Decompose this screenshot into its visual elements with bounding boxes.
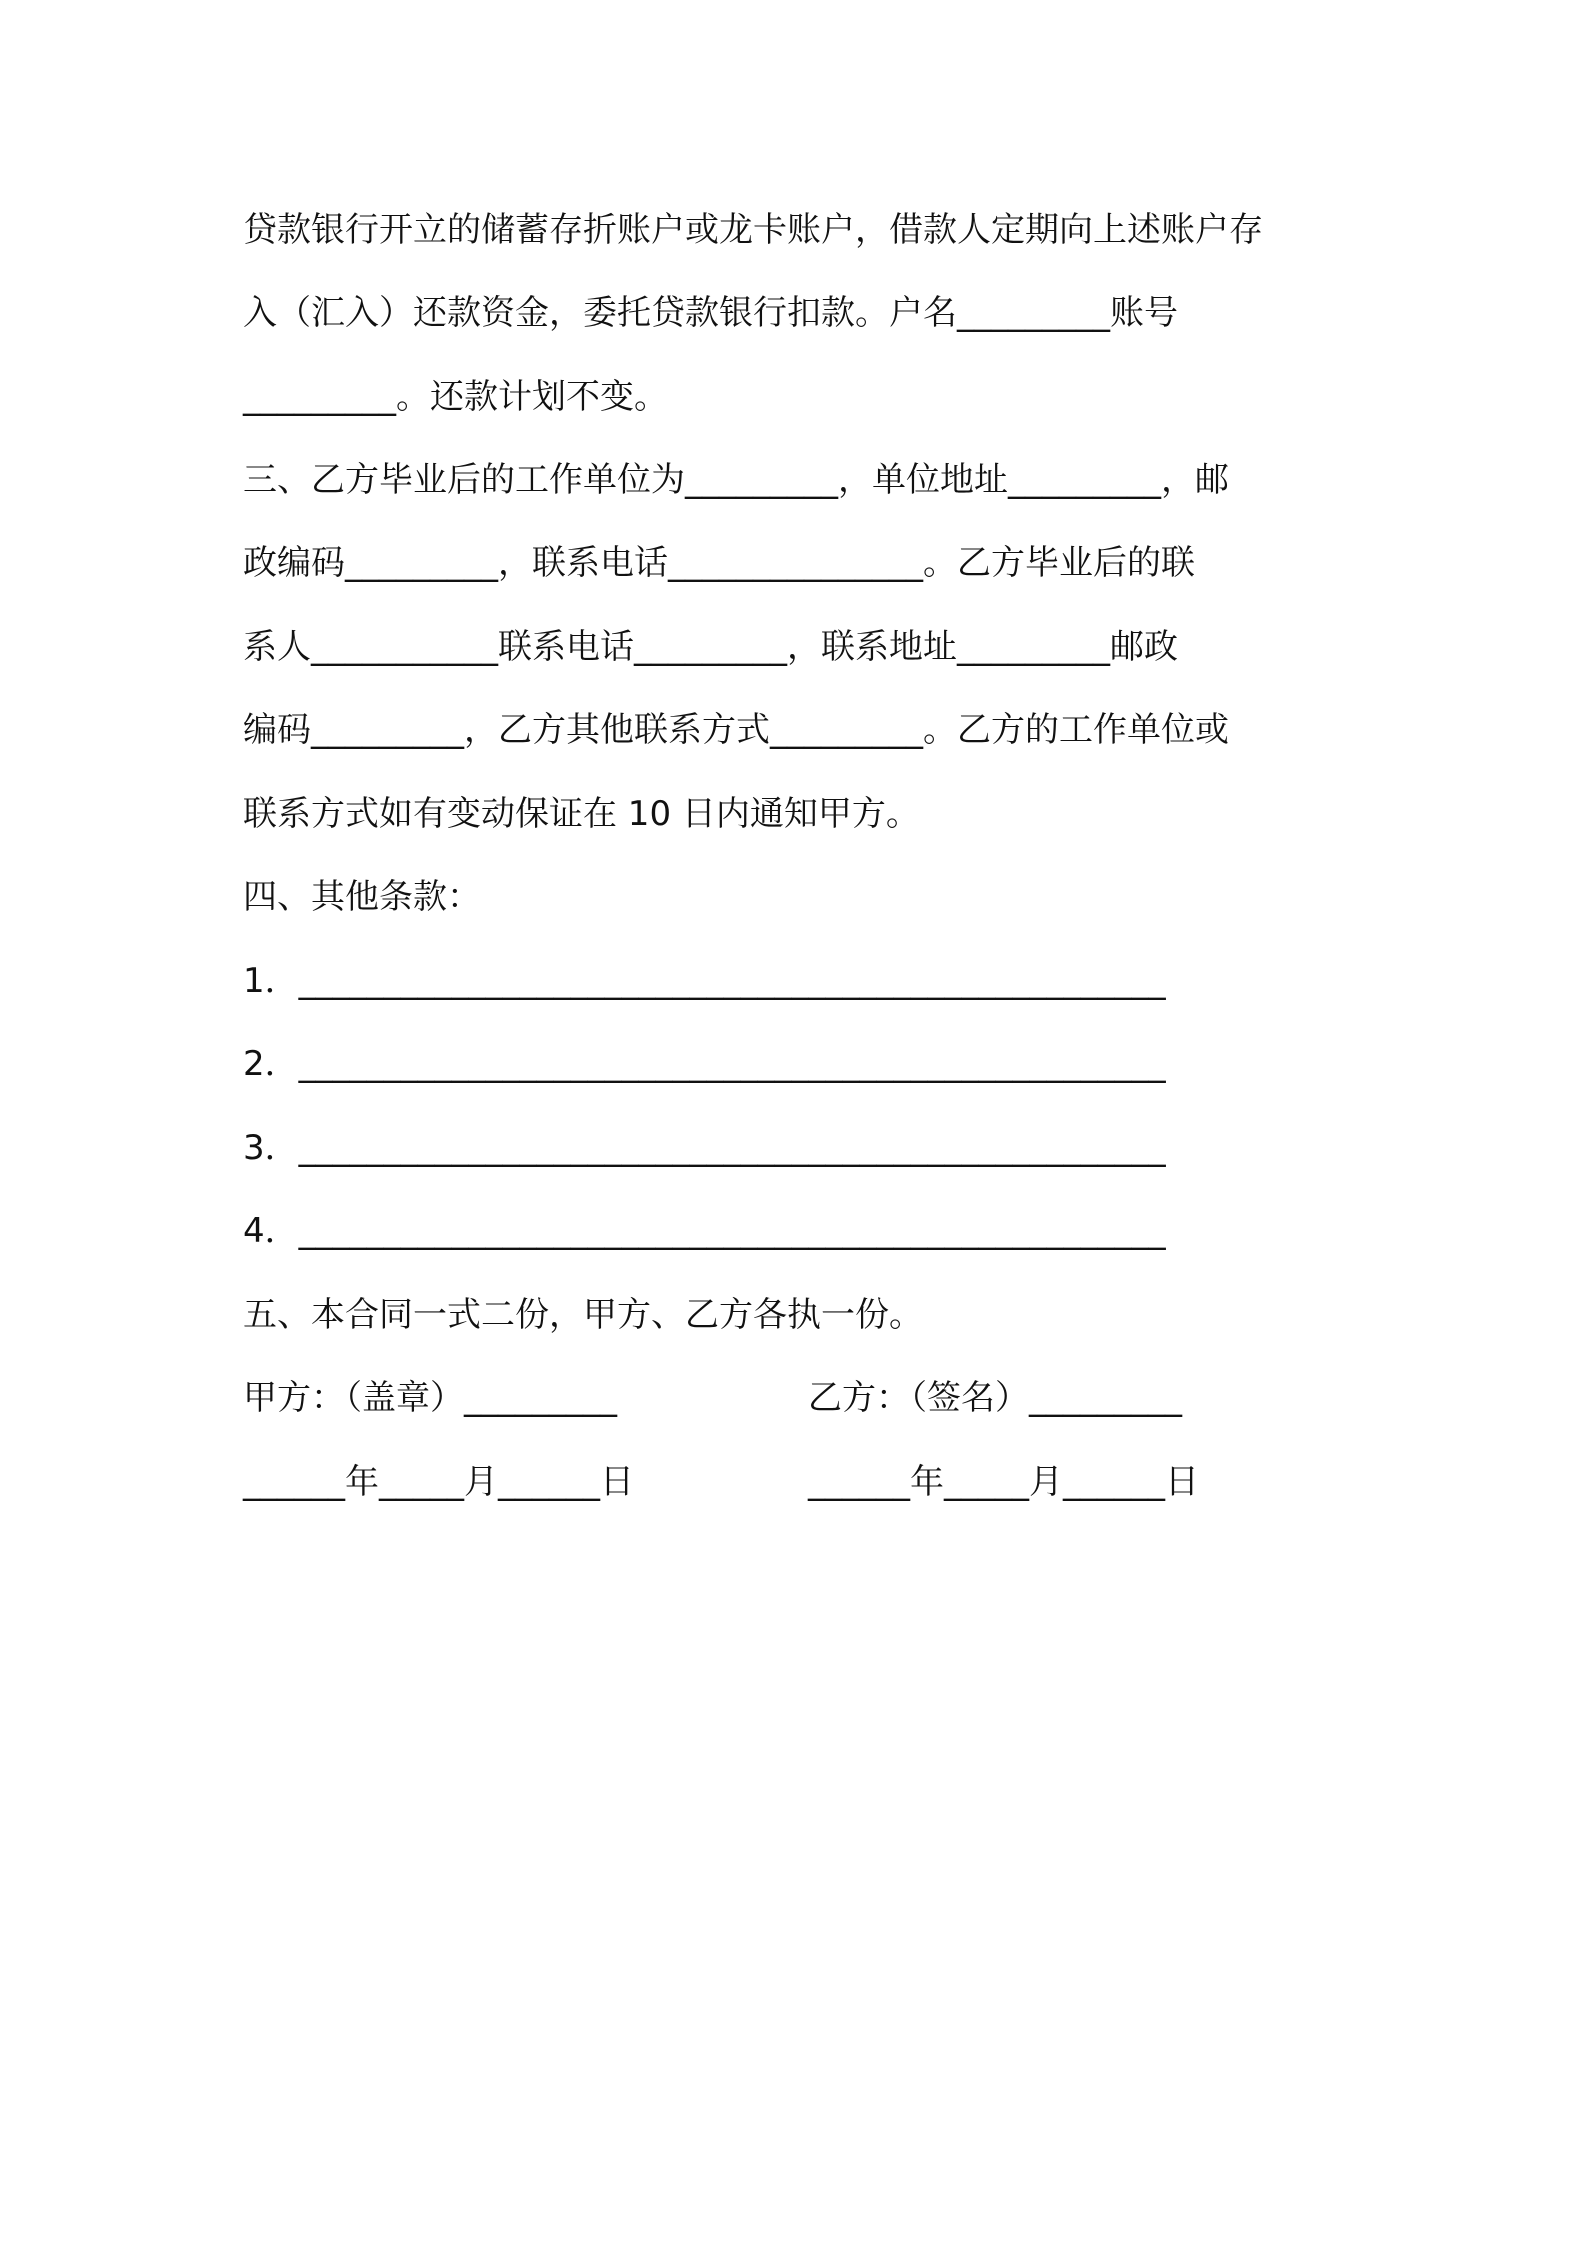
section-three-line-4: 编码_________，乙方其他联系方式_________。乙方的工作单位或 — [243, 710, 1229, 750]
party-a-seal-line: 甲方：（盖章）_________ — [243, 1378, 617, 1418]
clause-3-blank: 3．___________________________________________________ — [243, 1128, 1166, 1168]
party-a-date-line: ______年_____月______日 — [243, 1462, 634, 1502]
paragraph-line-3: _________。还款计划不变。 — [243, 377, 668, 417]
section-five-text: 五、本合同一式二份，甲方、乙方各执一份。 — [243, 1295, 923, 1335]
clause-1-blank: 1．___________________________________________________ — [243, 961, 1166, 1001]
section-three-line-1: 三、乙方毕业后的工作单位为_________，单位地址_________，邮 — [243, 460, 1229, 500]
clause-2-blank: 2．___________________________________________________ — [243, 1044, 1166, 1084]
section-three-line-2: 政编码_________，联系电话_______________。乙方毕业后的联 — [243, 543, 1195, 583]
paragraph-line-2: 入（汇入）还款资金，委托贷款银行扣款。户名_________账号 — [243, 293, 1178, 333]
clause-4-blank: 4．___________________________________________________ — [243, 1211, 1166, 1251]
section-four-heading: 四、其他条款： — [243, 877, 481, 917]
paragraph-line-1: 贷款银行开立的储蓄存折账户或龙卡账户，借款人定期向上述账户存 — [243, 210, 1263, 250]
section-three-line-3: 系人___________联系电话_________，联系地址_________邮政 — [243, 627, 1178, 667]
section-three-line-5: 联系方式如有变动保证在 10 日内通知甲方。 — [243, 794, 920, 834]
party-b-signature-line: 乙方：（签名）_________ — [808, 1378, 1182, 1418]
party-b-date-line: ______年_____月______日 — [808, 1462, 1199, 1502]
